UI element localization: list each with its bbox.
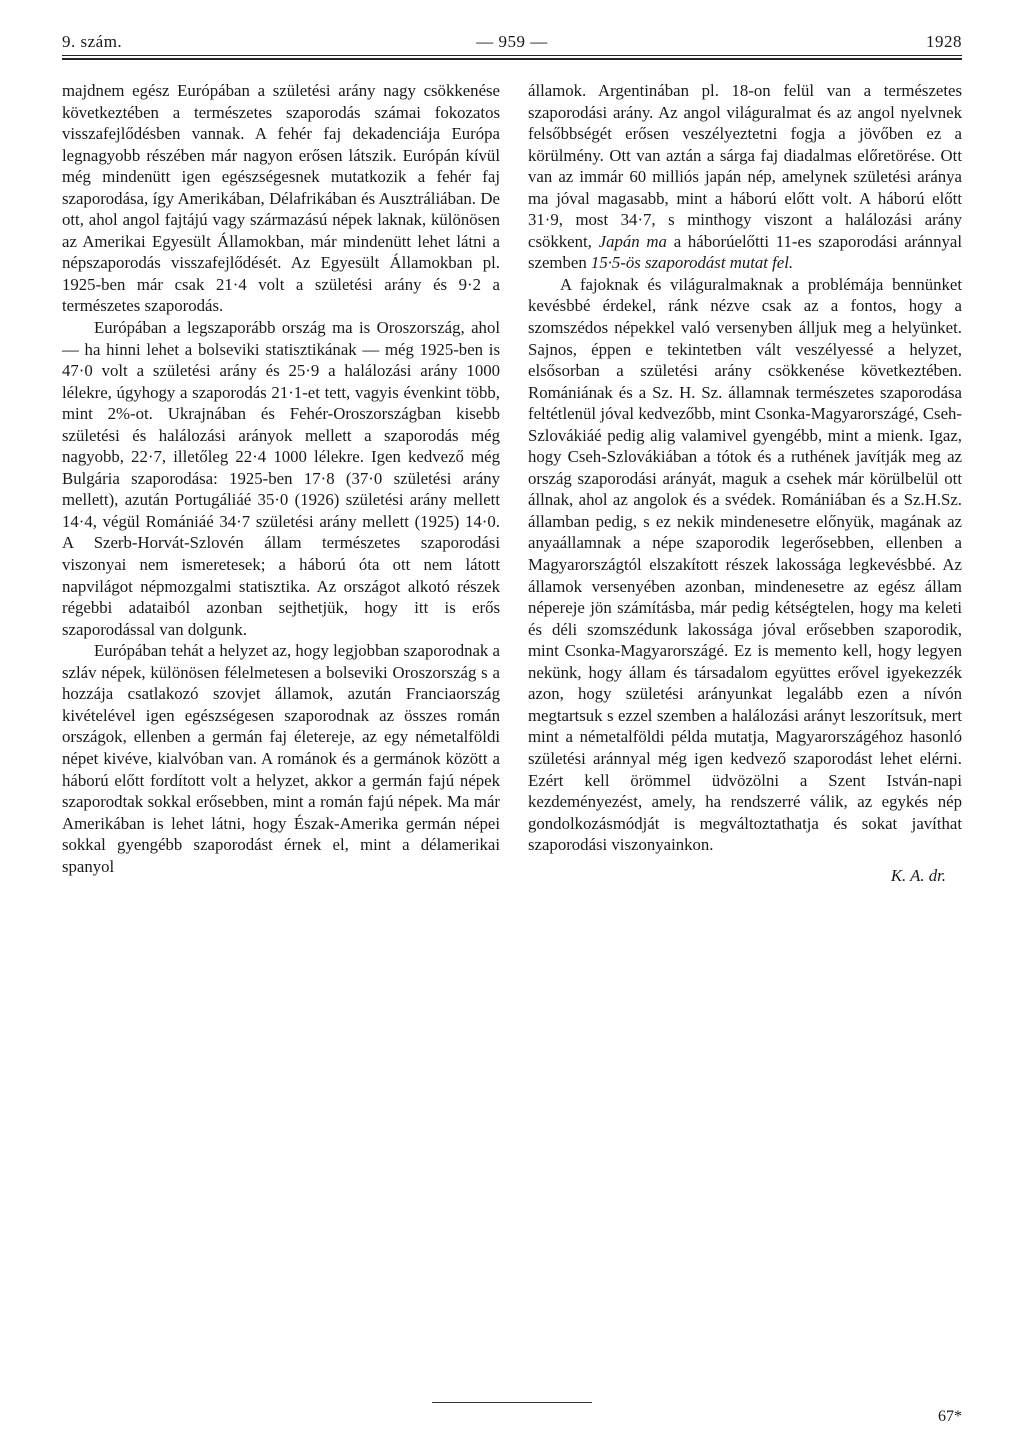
paragraph: A fajoknak és világuralmaknak a problémája bennünket kevésbbé érdekel, ránk nézve csak az a fontos, hogy a szomszédos népekkel való versenyben álljuk meg a helyünket. Sajnos, éppen e tekintetben vált veszélyessé a helyzet, elsősorban a születési arány csökkenése következtében. Romániának és a Sz. H. Sz. államnak természetes szaporodása feltétlenül jóval kedvezőbb, mint Csonka-Magyarországé, Cseh-Szlovákiáé pedig alig valamivel gyengébb, mint a mienk. Igaz, hogy Cseh-Szlovákiában a tótok és a ruthének javítják meg az ország szaporodási arányát, maguk a csehek már körülbelül ott állnak, ahol az angolok és a svédek. Romániában és a Sz.H.Sz. államban pedig, s ez nekik mindenesetre előnyük, magának az anyaállamnak a népe szaporodik legerősebben, ellenben a Magyarországtól elszakított részek lakossága legkevésbbé. Az államok versenyében azonban, mindenesetre az egész állam népereje jön számításba, már pedig kétségtelen, hogy ma keleti és déli szomszédunk lakossága jóval erősebben szaporodik, mint Csonka-Magyarországé. Ez is memento kell, hogy legyen nekünk, hogy állam és társadalom együttes erővel igyekezzék azon, hogy születési arányunkat legalább ezen a nívón megtartsuk s ezzel szemben a halálozási arányt leszorítsuk, mert mint a németalföldi példa mutatja, Magyarországéhoz hasonló születési aránnyal még igen kedvező szaporodást lehet elérni. Ezért kell örömmel üdvözölni a Szent István-napi kezdeményezést, amely, ha rendszerré válik, az egykés nép gondolkozásmódját is megváltoztathatja és sokat javíthat szaporodási viszonyainkon.: [528, 274, 962, 855]
emphasis-text: Japán ma: [598, 231, 667, 251]
header-rule-thin: [62, 55, 962, 56]
year: 1928: [926, 32, 962, 51]
paragraph: majdnem egész Európában a születési arány nagy csökkenése következtében a természetes szaporodás számai fokozatos visszafejlődésben vannak. A fehér faj dekadenciája Európa legnagyobb részében már nagyon erősen látszik. Európán kívül még mindenütt igen egészségesnek mutatkozik a fehér faj szaporodása, így Amerikában, Délafrikában és Ausztráliában. De ott, ahol angol fajtájú vagy származású népek laknak, különösen az Amerikai Egyesült Államokban, már mindenütt lehet látni a népszaporodás visszafejlődését. Az Egyesült Államokban pl. 1925-ben már csak 21·4 volt a születési arány és 9·2 a természetes szaporodás.: [62, 81, 500, 316]
paragraph: Európában tehát a helyzet az, hogy legjobban szaporodnak a szláv népek, különösen félelmetesen a bolseviki Oroszország s a hozzája csatlakozó szovjet államok, azután Franciaország kivételével igen egészségesen szaporodnak az összes román országok, ellenben a germán faj életereje, az egy németalföldi népet kivéve, kialvóban van. A románok és a germánok között a háború előtt fordított volt a helyzet, akkor a germán fajú népek szaporodtak sokkal erősebben, mint a román fajú népek. Ma már Amerikában is lehet látni, hogy Észak-Amerika germán népei sokkal gyengébb szaporodást érnek el, mint a délamerikai spanyol: [62, 641, 500, 876]
right-column: [528, 80, 962, 886]
closing-rule: [432, 1402, 592, 1403]
issue-number: 9. szám.: [62, 32, 123, 51]
paragraph-text: a háborúelőtti 11-es szaporodási aránnyal szemben: [528, 231, 962, 273]
signature-mark: 67*: [938, 1408, 962, 1425]
left-column: [62, 80, 500, 877]
paragraph-text: államok. Argentinában pl. 18-on felül van a természetes szaporodási arány. Az angol világuralmat és az angol nyelvnek felsőbbségét erősen veszélyeztetni fogja a jövőben ez a körülmény. Ott van aztán a sárga faj diadalmas előretörése. Ott van az immár 60 milliós japán nép, amelynek születési aránya ma jóval magasabb, mint a háború előtt volt. A háború előtt 31·9, most 34·7, s minthogy viszont a halálozási arány csökkent,: [528, 81, 962, 251]
page-number: — 959 —: [476, 32, 548, 51]
author-signature: K. A. dr.: [890, 865, 946, 885]
paragraph: [528, 80, 962, 274]
emphasis-text: 15·5-ös szaporodást mutat fel.: [590, 253, 794, 273]
paragraph: Európában a legszaporább ország ma is Oroszország, ahol — ha hinni lehet a bolseviki statisztikának — még 1925-ben is 47·0 volt a születési arány és 25·9 a halálozási arány 1000 lélekre, úgyhogy a szaporodás 21·1-et tett, vagyis évenkint több, mint 2%-ot. Ukrajnában és Fehér-Oroszországban kisebb születési és halálozási arányok mellett a szaporodás még nagyobb, 22·7, illetőleg 22·4 1000 lélekre. Igen kedvező még Bulgária szaporodása: 1925-ben 17·8 (37·0 születési arány mellett), azután Portugáliáé 35·0 (1926) születési arány mellett 14·4, végül Romániáé 34·7 születési arány mellett (1925) 14·0. A Szerb-Horvát-Szlovén állam természetes szaporodási viszonyai nem ismeretesek; a háború óta ott nem látott napvilágot népmozgalmi statisztika. Az országot alkotó részek régebbi adataiból azonban sejthetjük, hogy itt is erős szaporodással van dolgunk.: [62, 318, 500, 639]
header-rule-thick: [62, 58, 962, 60]
